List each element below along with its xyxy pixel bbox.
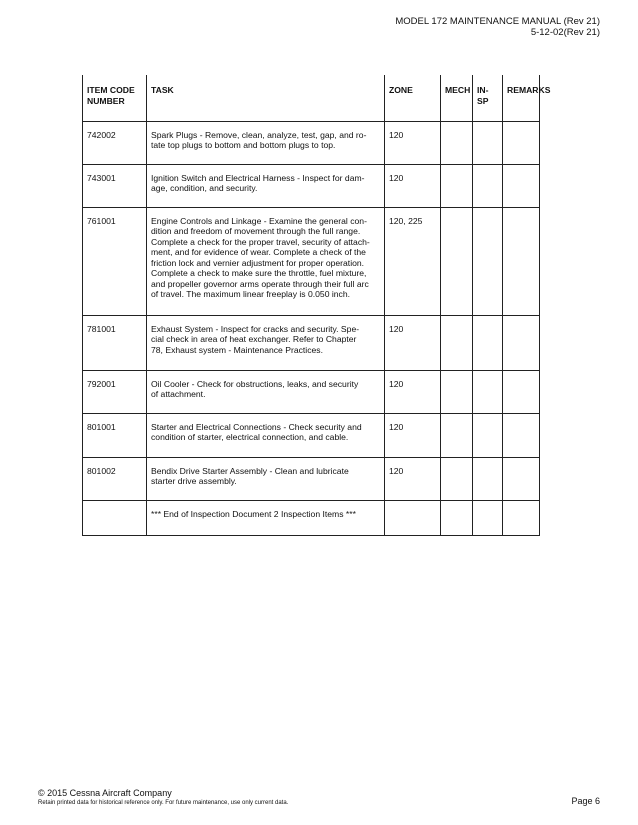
table-row [83, 457, 540, 500]
remarks-cell [503, 500, 540, 535]
remarks-cell [503, 457, 540, 500]
item-code: 801002 [83, 457, 147, 500]
remarks-cell [503, 121, 540, 164]
page-number: Page 6 [571, 796, 600, 806]
zone: 120, 225 [385, 207, 441, 315]
task-description: Exhaust System - Inspect for cracks and security. Spe- cial check in area of heat exchanger. Refer to Chapter 78, Exhaust system - Maintenance Practices. [147, 315, 385, 370]
mech-cell [441, 207, 473, 315]
mech-cell [441, 315, 473, 370]
item-code: 743001 [83, 164, 147, 207]
mech-cell [441, 457, 473, 500]
col-item-code: ITEM CODE NUMBER [83, 75, 147, 121]
zone: 120 [385, 121, 441, 164]
task-description: Ignition Switch and Electrical Harness - Inspect for dam- age, condition, and security. [147, 164, 385, 207]
insp-cell [473, 413, 503, 457]
insp-cell [473, 207, 503, 315]
insp-cell [473, 121, 503, 164]
revision-label: 5-12-02(Rev 21) [530, 27, 600, 38]
item-code: 801001 [83, 413, 147, 457]
zone: 120 [385, 370, 441, 413]
insp-cell [473, 164, 503, 207]
end-of-document-note: *** End of Inspection Document 2 Inspection Items *** [147, 500, 385, 535]
task-description: Spark Plugs - Remove, clean, analyze, test, gap, and ro- tate top plugs to bottom and bottom plugs to top. [147, 121, 385, 164]
mech-cell [441, 370, 473, 413]
insp-cell [473, 370, 503, 413]
remarks-cell [503, 207, 540, 315]
table-row [83, 315, 540, 370]
zone [385, 500, 441, 535]
remarks-cell [503, 413, 540, 457]
copyright-notice: © 2015 Cessna Aircraft Company [38, 788, 172, 798]
task-description: Starter and Electrical Connections - Check security and condition of starter, electrical connection, and cable. [147, 413, 385, 457]
mech-cell [441, 164, 473, 207]
insp-cell [473, 315, 503, 370]
col-insp: IN- SP [473, 75, 503, 121]
col-zone: ZONE [385, 75, 441, 121]
table-row [83, 121, 540, 164]
mech-cell [441, 413, 473, 457]
mech-cell [441, 121, 473, 164]
table-row [83, 207, 540, 315]
col-mech: MECH [441, 75, 473, 121]
task-description: Engine Controls and Linkage - Examine the general con- dition and freedom of movement through the full range. Complete a check for the proper travel, security of attach- ment, and for evidence of wear. Complete a check of the friction lock and vernier adjustment for proper operation. Complete a check to make sure the throttle, fuel mixture, and propeller governor arms operate through their full arc of travel. The maximum linear freeplay is 0.050 inch. [147, 207, 385, 315]
table-row [83, 413, 540, 457]
task-description: Bendix Drive Starter Assembly - Clean and lubricate starter drive assembly. [147, 457, 385, 500]
remarks-cell [503, 315, 540, 370]
insp-cell [473, 457, 503, 500]
item-code [83, 500, 147, 535]
item-code: 742002 [83, 121, 147, 164]
remarks-cell [503, 370, 540, 413]
item-code: 761001 [83, 207, 147, 315]
mech-cell [441, 500, 473, 535]
task-description: Oil Cooler - Check for obstructions, leaks, and security of attachment. [147, 370, 385, 413]
remarks-cell [503, 164, 540, 207]
zone: 120 [385, 315, 441, 370]
col-remarks: REMARKS [503, 75, 540, 121]
item-code: 792001 [83, 370, 147, 413]
col-task: TASK [147, 75, 385, 121]
table-row [83, 370, 540, 413]
zone: 120 [385, 457, 441, 500]
item-code: 781001 [83, 315, 147, 370]
zone: 120 [385, 413, 441, 457]
table-row [83, 500, 540, 535]
insp-cell [473, 500, 503, 535]
retention-note: Retain printed data for historical reference only. For future maintenance, use only current data. [38, 800, 289, 806]
table-header-row [83, 75, 540, 121]
manual-title: MODEL 172 MAINTENANCE MANUAL (Rev 21) [395, 16, 600, 27]
table-row [83, 164, 540, 207]
zone: 120 [385, 164, 441, 207]
inspection-table [82, 75, 551, 536]
